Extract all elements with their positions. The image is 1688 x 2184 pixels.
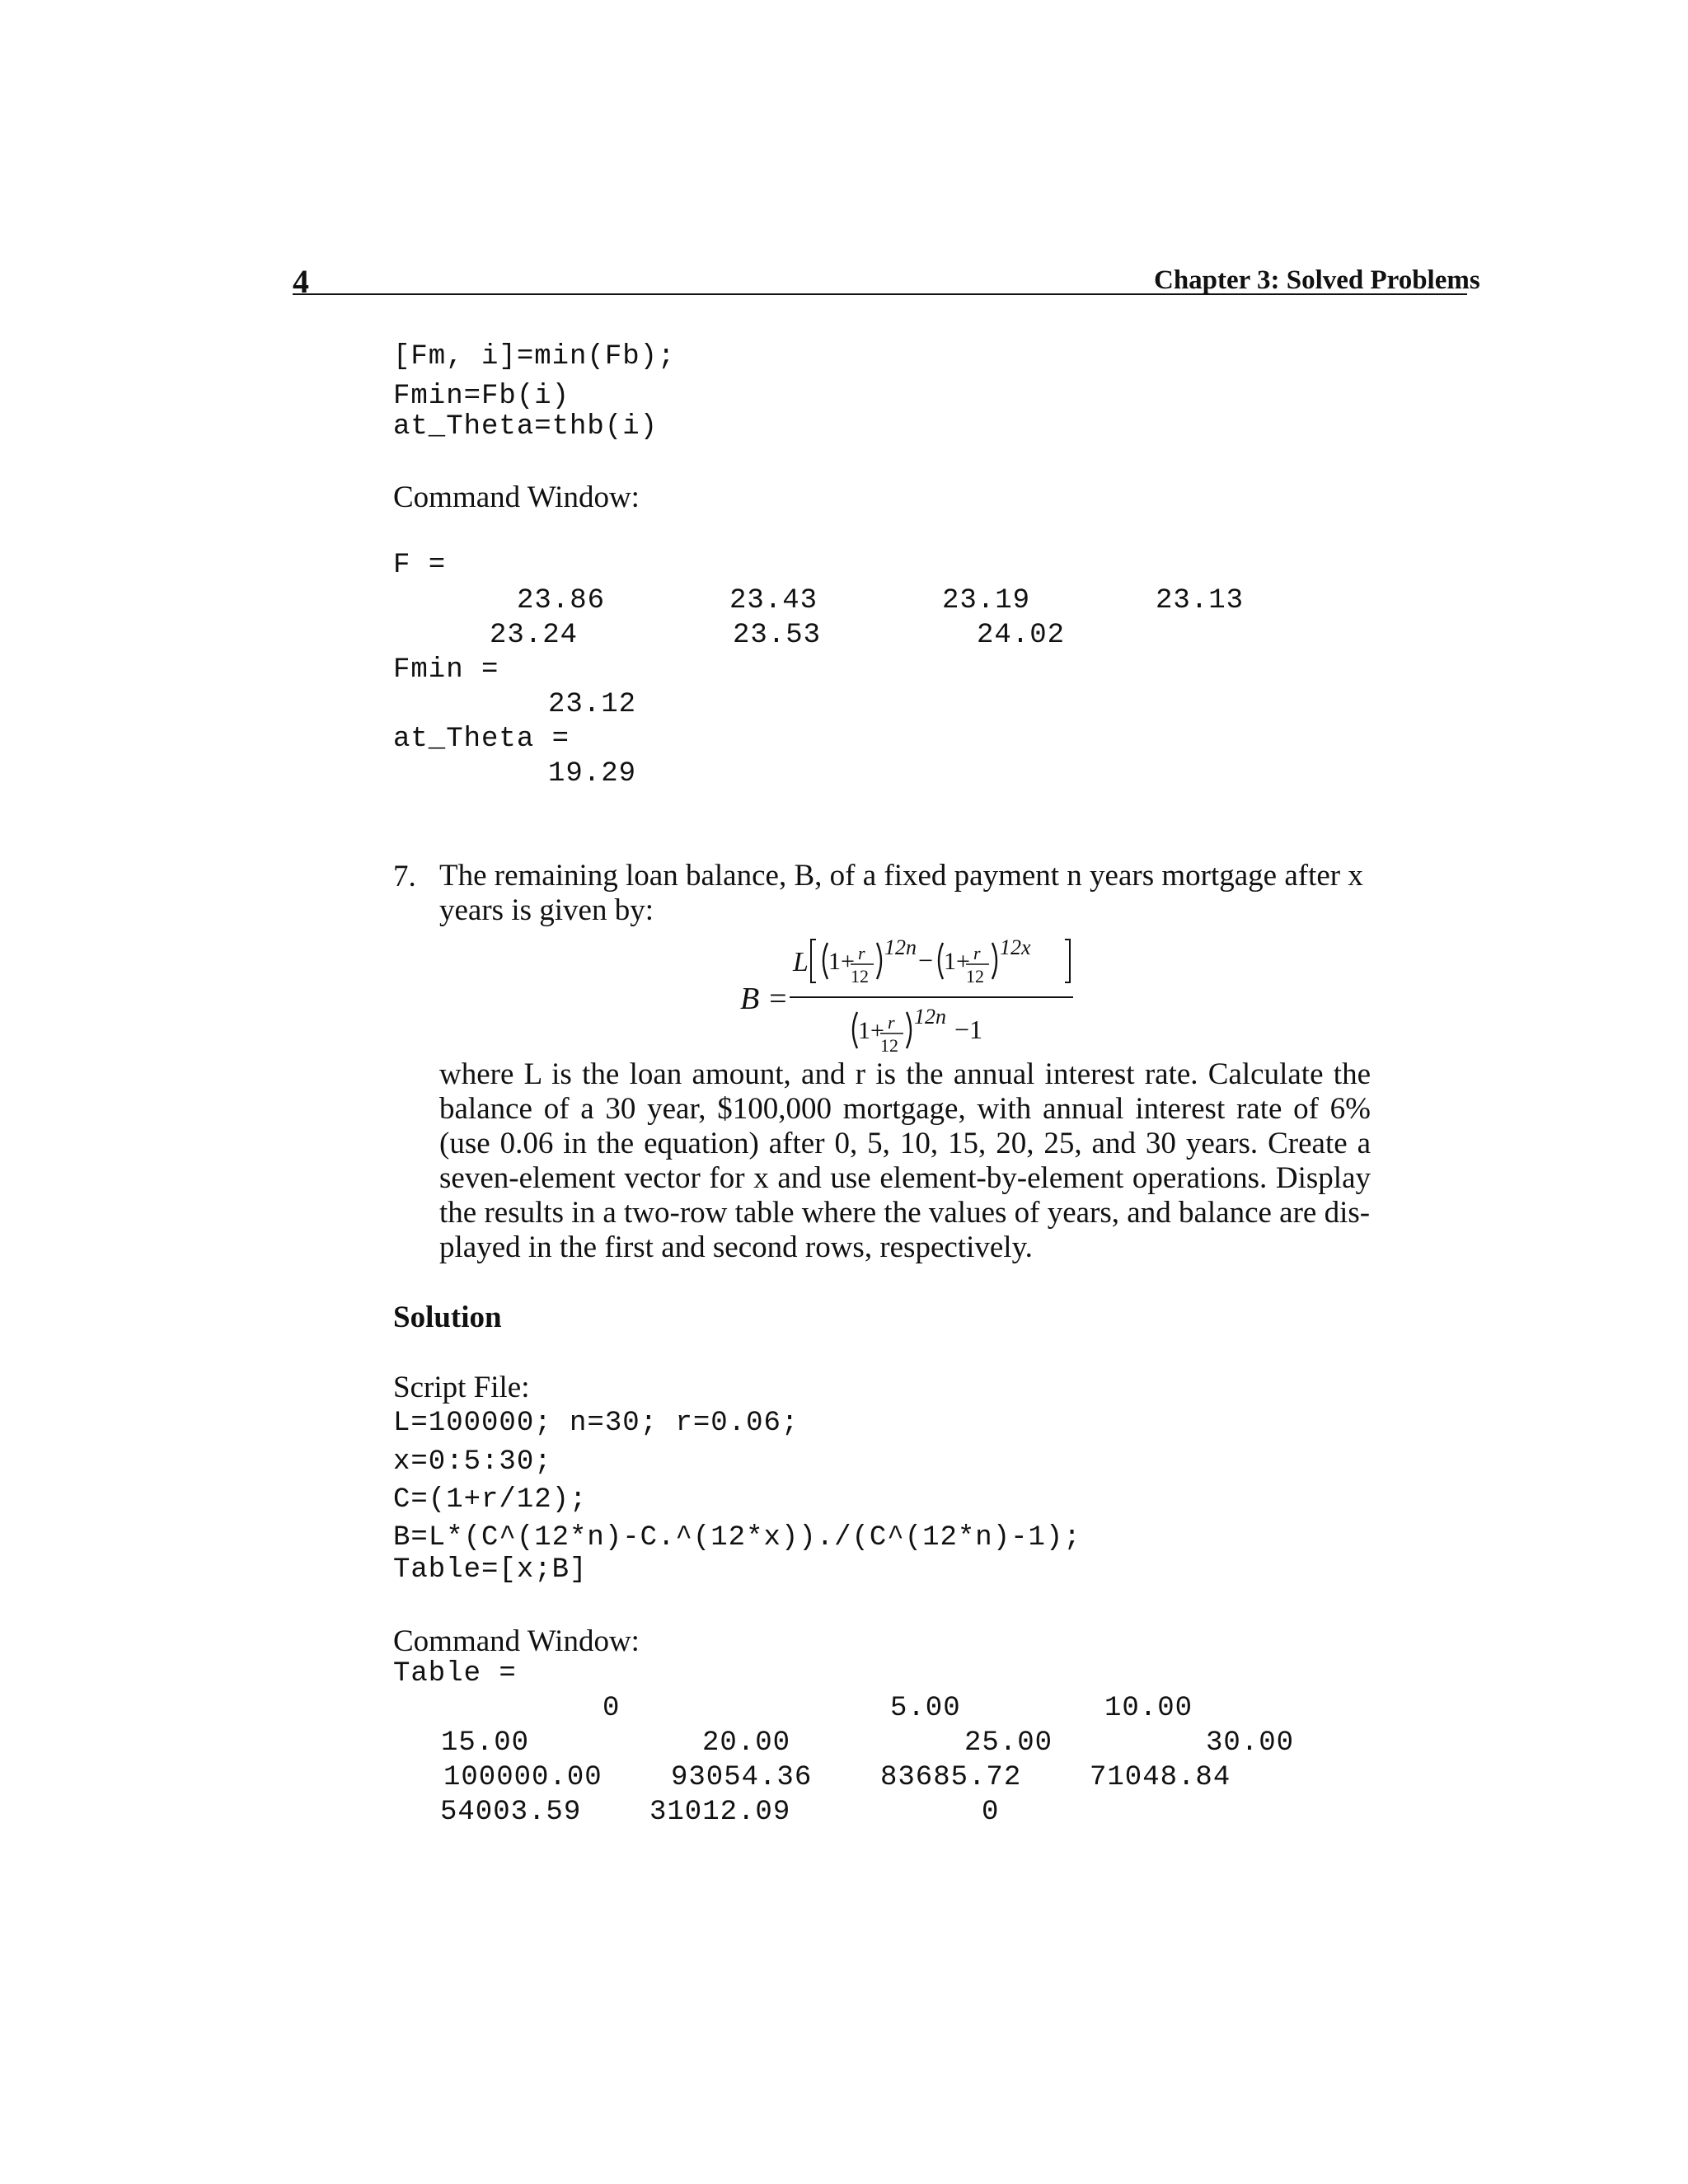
table-cell: 20.00: [702, 1727, 791, 1759]
output-value: 23.13: [1156, 585, 1245, 616]
paren: [823, 943, 828, 979]
code-line: Fmin=Fb(i): [393, 381, 570, 412]
problem-number: 7.: [393, 860, 416, 893]
output-label: Table =: [393, 1658, 517, 1690]
problem-body-line: where L is the loan amount, and r is the annual interest rate. Calculate the: [439, 1057, 1371, 1091]
page-number: 4: [293, 263, 309, 300]
table-cell: 5.00: [890, 1693, 961, 1724]
command-window-label: Command Window:: [393, 1624, 640, 1658]
paren: [877, 943, 881, 979]
table-cell: 83685.72: [880, 1762, 1022, 1793]
output-label: Fmin =: [393, 654, 499, 686]
script-line: Table=[x;B]: [393, 1554, 588, 1586]
table-cell: 25.00: [964, 1727, 1053, 1759]
problem-body-line: seven-element vector for x and use element-by-element operations. Display: [439, 1161, 1371, 1195]
formula-term: 1+: [944, 948, 970, 975]
table-cell: 10.00: [1104, 1693, 1193, 1724]
code-line: [Fm, i]=min(Fb);: [393, 341, 676, 373]
paren: [939, 943, 943, 979]
script-line: L=100000; n=30; r=0.06;: [393, 1408, 799, 1439]
table-cell: 0: [603, 1693, 621, 1724]
table-cell: 71048.84: [1090, 1762, 1231, 1793]
output-label: F =: [393, 550, 447, 581]
solution-heading: Solution: [393, 1301, 502, 1334]
formula-term: −: [918, 945, 934, 975]
table-cell: 31012.09: [649, 1797, 791, 1828]
paren: [992, 943, 996, 979]
problem-body-line: balance of a 30 year, $100,000 mortgage, with annual interest rate of 6%: [439, 1092, 1371, 1126]
formula-term: 12: [851, 966, 869, 987]
problem-intro-line: years is given by:: [439, 893, 654, 927]
table-cell: 0: [982, 1797, 1000, 1828]
paren: [853, 1012, 857, 1048]
formula-exponent: 12n: [884, 935, 917, 959]
table-cell: 54003.59: [440, 1797, 582, 1828]
paren: [907, 1012, 911, 1048]
problem-body: [439, 1057, 1371, 1265]
output-value: 23.19: [942, 585, 1031, 616]
problem-body-line: played in the first and second rows, respectively.: [439, 1230, 1033, 1264]
output-value: 23.12: [548, 689, 637, 720]
output-value: 23.24: [490, 620, 579, 651]
formula-term: 1+: [858, 1017, 884, 1044]
output-value: 19.29: [548, 758, 637, 790]
problem-body-line: (use 0.06 in the equation) after 0, 5, 10, 15, 20, 25, and 30 years. Create a: [439, 1127, 1371, 1160]
bracket-right: [1065, 940, 1070, 982]
chapter-title: Chapter 3: Solved Problems: [1154, 265, 1480, 295]
output-value: 23.86: [517, 585, 606, 616]
formula-term: 12: [880, 1035, 898, 1056]
output-label: at_Theta =: [393, 724, 570, 755]
script-line: B=L*(C^(12*n)-C.^(12*x))./(C^(12*n)-1);: [393, 1522, 1081, 1554]
table-cell: 100000.00: [443, 1762, 603, 1793]
output-value: 23.43: [729, 585, 818, 616]
table-cell: 30.00: [1206, 1727, 1295, 1759]
problem-intro: [439, 859, 1371, 928]
table-cell: 15.00: [441, 1727, 530, 1759]
formula-term: r: [858, 943, 865, 963]
header-rule: [293, 293, 1467, 295]
formula-term: 1+: [828, 948, 855, 975]
formula-lhs: B =: [740, 982, 789, 1016]
bracket-left: [811, 940, 816, 982]
formula-exponent: 12x: [1000, 935, 1031, 959]
formula-term: r: [888, 1012, 895, 1033]
script-line: C=(1+r/12);: [393, 1484, 588, 1516]
formula-term: −1: [954, 1015, 983, 1044]
table-cell: 93054.36: [671, 1762, 813, 1793]
script-file-label: Script File:: [393, 1371, 530, 1404]
formula-exponent: 12n: [914, 1005, 946, 1029]
formula-term: r: [973, 943, 981, 963]
formula-L: L: [793, 947, 809, 977]
formula-term: 12: [966, 966, 984, 987]
loan-balance-formula: [725, 931, 1088, 1063]
problem-intro-line: The remaining loan balance, B, of a fixed payment n years mortgage after x: [439, 859, 1363, 893]
command-window-label: Command Window:: [393, 480, 640, 514]
problem-body-line: the results in a two-row table where the values of years, and balance are dis-: [439, 1196, 1371, 1230]
output-value: 23.53: [733, 620, 822, 651]
script-line: x=0:5:30;: [393, 1446, 552, 1478]
output-value: 24.02: [977, 620, 1066, 651]
code-line: at_Theta=thb(i): [393, 411, 659, 443]
